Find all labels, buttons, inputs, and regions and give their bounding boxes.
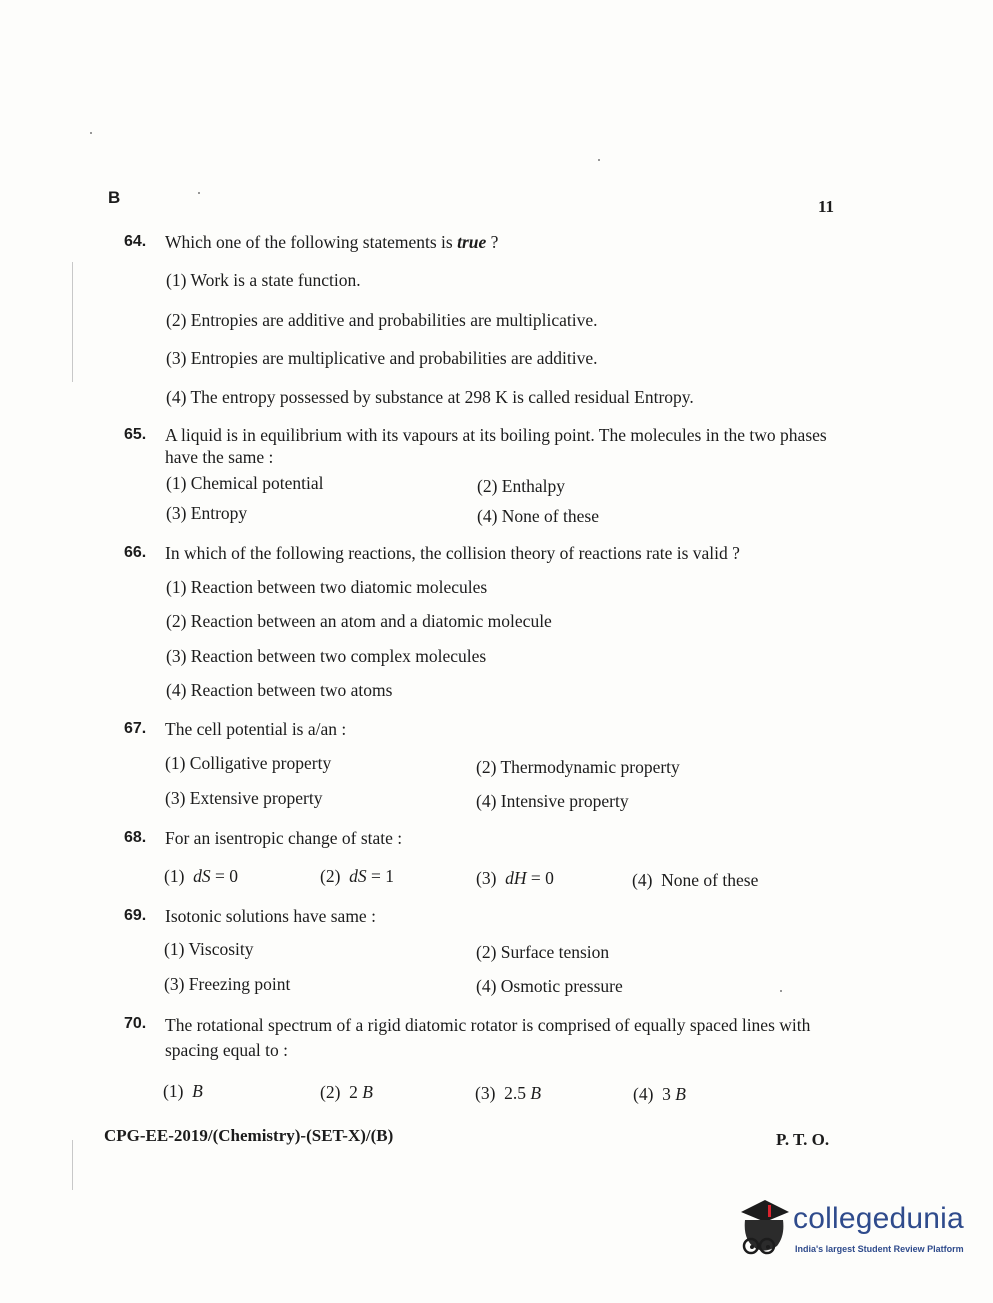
question-64 bbox=[124, 231, 844, 253]
question-text: The rotational spectrum of a rigid diatomic rotator is comprised of equally spaced lines with spacing equal to : bbox=[165, 1015, 811, 1060]
option-70-1: (1) B bbox=[163, 1081, 203, 1101]
question-text: Which one of the following statements is true ? bbox=[165, 232, 499, 252]
question-68 bbox=[124, 827, 844, 849]
option-68-4: (4) None of these bbox=[632, 870, 759, 890]
mascot-icon bbox=[735, 1196, 791, 1258]
option-69-2: (2) Surface tension bbox=[476, 942, 610, 962]
paper-code: CPG-EE-2019/(Chemistry)-(SET-X)/(B) bbox=[104, 1126, 394, 1145]
collegedunia-logo bbox=[735, 1196, 965, 1262]
question-number: 64. bbox=[124, 233, 147, 250]
option-69-4: (4) Osmotic pressure bbox=[476, 976, 623, 996]
question-66 bbox=[124, 542, 844, 564]
question-67 bbox=[124, 718, 844, 740]
option-69-1: (1) Viscosity bbox=[164, 939, 254, 959]
question-number: 69. bbox=[124, 907, 147, 924]
question-number: 67. bbox=[124, 720, 147, 737]
option-69-3: (3) Freezing point bbox=[164, 974, 291, 994]
option-65-3: (3) Entropy bbox=[166, 503, 248, 523]
question-text: A liquid is in equilibrium with its vapours at its boiling point. The molecules in the two phases have the same : bbox=[165, 425, 827, 467]
set-letter: B bbox=[108, 188, 121, 207]
option-65-4: (4) None of these bbox=[477, 506, 599, 526]
option-66-3: (3) Reaction between two complex molecules bbox=[166, 646, 487, 666]
scan-speck bbox=[198, 192, 200, 194]
option-68-2: (2) dS = 1 bbox=[320, 866, 395, 886]
option-68-3: (3) dH = 0 bbox=[476, 868, 554, 888]
option-68-1: (1) dS = 0 bbox=[164, 866, 239, 886]
question-number: 65. bbox=[124, 426, 147, 443]
option-70-3: (3) 2.5 B bbox=[475, 1083, 542, 1103]
question-70 bbox=[124, 1013, 829, 1063]
option-66-1: (1) Reaction between two diatomic molecules bbox=[166, 577, 488, 597]
question-69 bbox=[124, 905, 844, 927]
question-number: 66. bbox=[124, 544, 147, 561]
page-number: 11 bbox=[818, 197, 835, 216]
question-number: 68. bbox=[124, 829, 147, 846]
option-64-4: (4) The entropy possessed by substance at 298 K is called residual Entropy. bbox=[166, 387, 694, 407]
question-text: Isotonic solutions have same : bbox=[165, 906, 376, 926]
question-number: 70. bbox=[124, 1015, 147, 1032]
option-66-2: (2) Reaction between an atom and a diatomic molecule bbox=[166, 611, 552, 631]
scan-margin-line bbox=[72, 262, 73, 382]
scan-speck bbox=[780, 990, 782, 992]
option-64-1: (1) Work is a state function. bbox=[166, 270, 361, 290]
pto-label: P. T. O. bbox=[776, 1130, 830, 1149]
option-67-4: (4) Intensive property bbox=[476, 791, 629, 811]
option-66-4: (4) Reaction between two atoms bbox=[166, 680, 393, 700]
scan-margin-line bbox=[72, 1140, 73, 1190]
question-text: The cell potential is a/an : bbox=[165, 719, 347, 739]
option-67-1: (1) Colligative property bbox=[165, 753, 332, 773]
option-65-2: (2) Enthalpy bbox=[477, 476, 565, 496]
option-67-2: (2) Thermodynamic property bbox=[476, 757, 680, 777]
brand-tagline: India's largest Student Review Platform bbox=[795, 1244, 964, 1254]
option-70-4: (4) 3 B bbox=[633, 1084, 686, 1104]
option-65-1: (1) Chemical potential bbox=[166, 473, 324, 493]
question-65 bbox=[124, 424, 844, 468]
option-64-2: (2) Entropies are additive and probabilities are multiplicative. bbox=[166, 310, 598, 330]
option-70-2: (2) 2 B bbox=[320, 1082, 373, 1102]
question-text: In which of the following reactions, the collision theory of reactions rate is valid ? bbox=[165, 543, 740, 563]
option-64-3: (3) Entropies are multiplicative and probabilities are additive. bbox=[166, 348, 598, 368]
option-67-3: (3) Extensive property bbox=[165, 788, 323, 808]
scan-speck bbox=[90, 132, 92, 134]
question-text: For an isentropic change of state : bbox=[165, 828, 403, 848]
scan-speck bbox=[598, 159, 600, 161]
brand-name: collegedunia bbox=[793, 1202, 964, 1235]
